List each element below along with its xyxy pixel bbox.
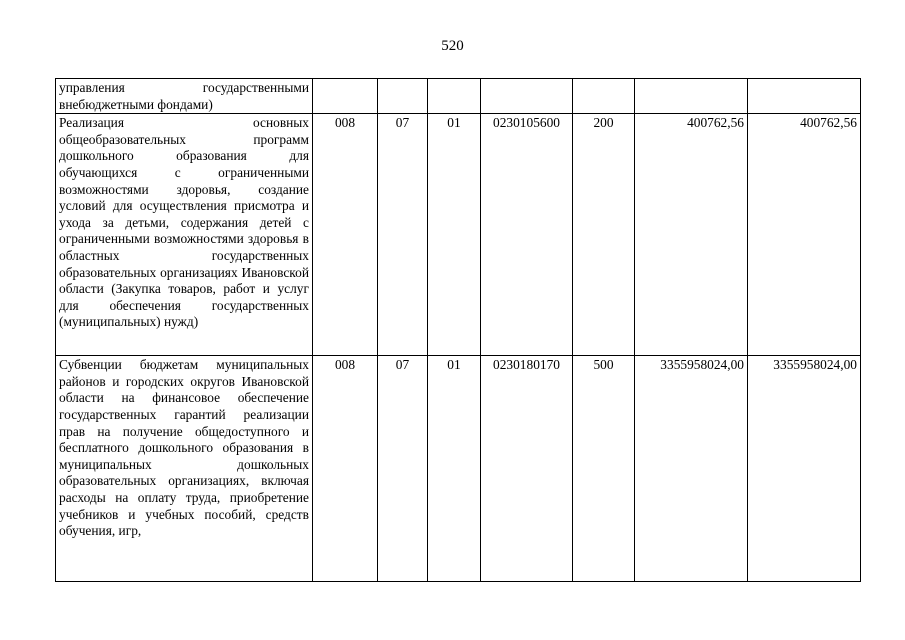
amount-cell: 400762,56 xyxy=(748,114,861,356)
expense-type-code xyxy=(573,79,635,114)
section-code xyxy=(378,79,428,114)
subsection-code: 01 xyxy=(428,114,481,356)
budget-table xyxy=(55,78,861,582)
row-description: управления государственными внебюджетными фондами) xyxy=(56,79,313,114)
table-row xyxy=(56,356,861,582)
expense-type-code: 200 xyxy=(573,114,635,356)
subsection-code xyxy=(428,79,481,114)
amount-cell xyxy=(635,79,748,114)
page-number: 520 xyxy=(441,38,464,54)
ministry-code xyxy=(313,79,378,114)
ministry-code: 008 xyxy=(313,114,378,356)
ministry-code: 008 xyxy=(313,356,378,582)
subsection-code: 01 xyxy=(428,356,481,582)
section-code: 07 xyxy=(378,114,428,356)
row-description: Субвенции бюджетам муниципальных районов и городских округов Ивановской области на финансовое обеспечение государственных гарантий реализации прав на получение общедоступного и бесплатного дошкольного образования в муниципальных дошкольных образовательных организациях, включая расходы на оплату труда, приобретение учебников и учебных пособий, средств обучения, игр, xyxy=(56,356,313,582)
amount-cell: 3355958024,00 xyxy=(748,356,861,582)
target-article-code: 0230105600 xyxy=(481,114,573,356)
amount-cell: 3355958024,00 xyxy=(635,356,748,582)
expense-type-code: 500 xyxy=(573,356,635,582)
target-article-code xyxy=(481,79,573,114)
table-row xyxy=(56,79,861,114)
table-row xyxy=(56,114,861,356)
amount-cell: 400762,56 xyxy=(635,114,748,356)
row-description: Реализация основных общеобразовательных программ дошкольного образования для обучающихся с ограниченными возможностями здоровья, создание условий для осуществления присмотра и ухода за детьми, содержания детей с ограниченными возможностями здоровья в областных государственных образовательных организациях Ивановской области (Закупка товаров, работ и услуг для обеспечения государственных (муниципальных) нужд) xyxy=(56,114,313,356)
section-code: 07 xyxy=(378,356,428,582)
target-article-code: 0230180170 xyxy=(481,356,573,582)
amount-cell xyxy=(748,79,861,114)
